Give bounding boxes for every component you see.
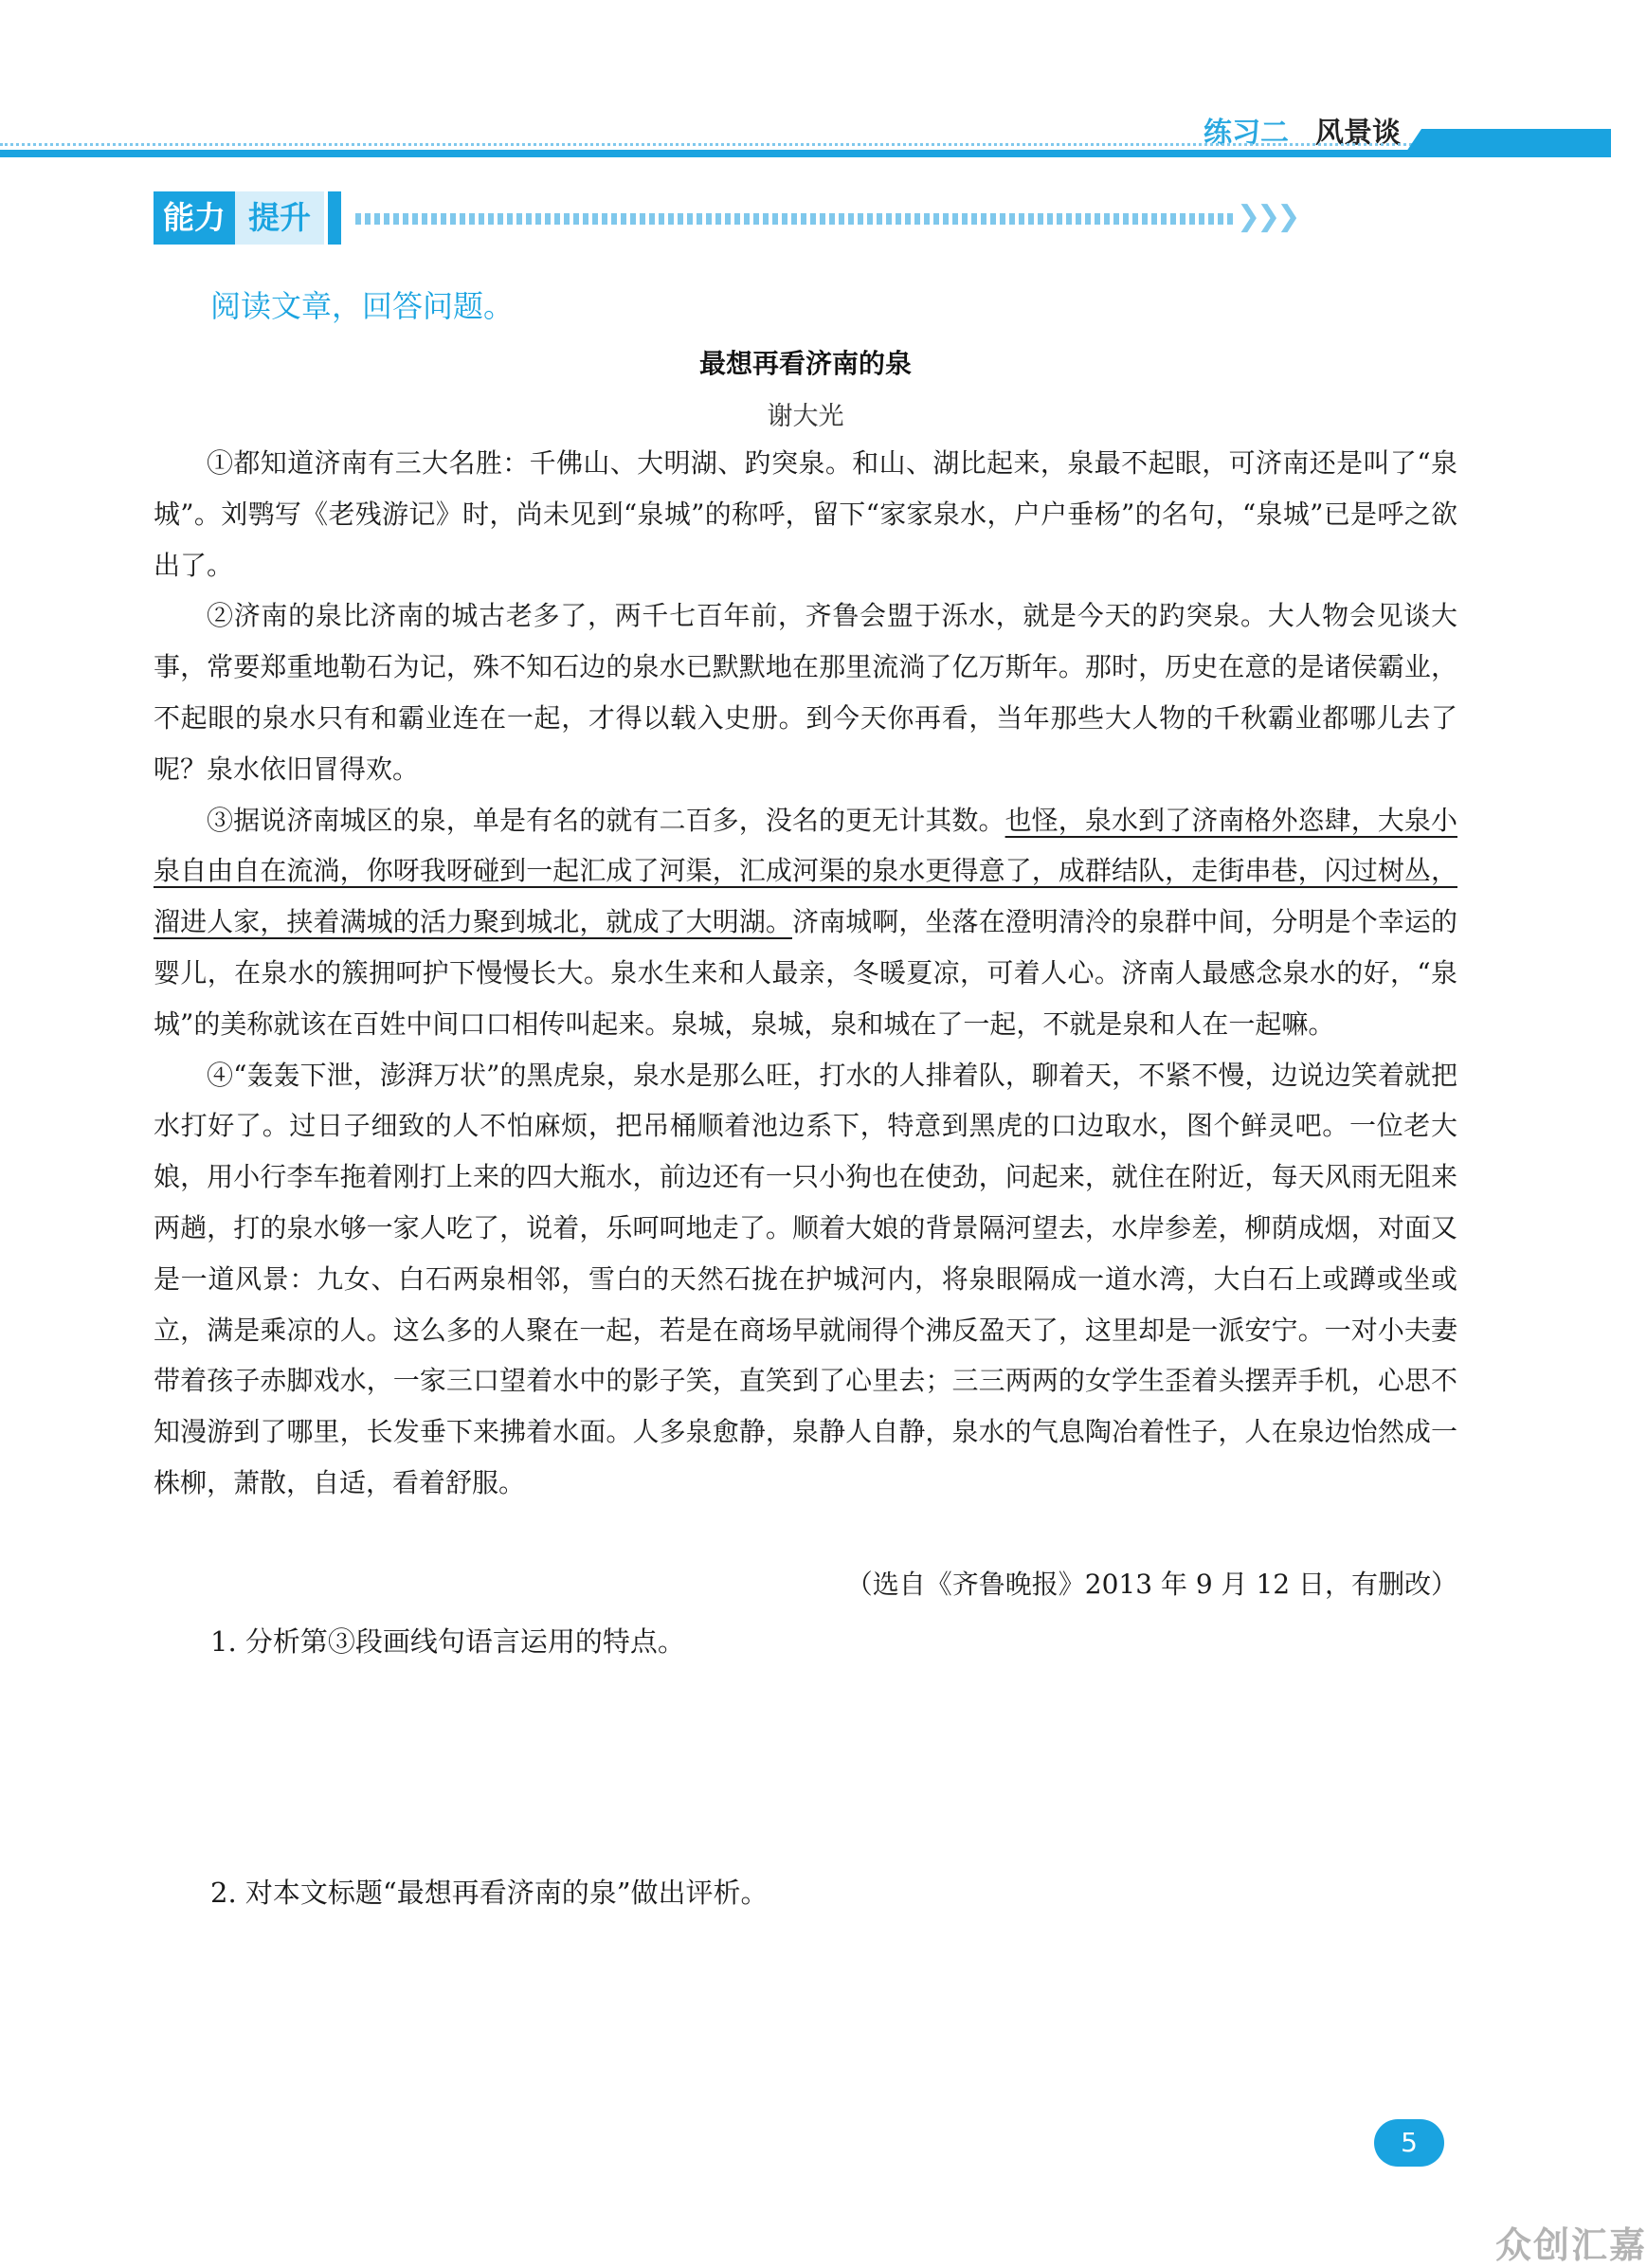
article-author: 谢大光	[767, 402, 844, 431]
article-body	[154, 438, 1457, 1509]
question-1: 1. 分析第③段画线句语言运用的特点。	[210, 1625, 685, 1658]
article-source: （选自《齐鲁晚报》2013 年 9 月 12 日，有删改）	[845, 1569, 1457, 1600]
paragraph-3-lead: ③据说济南城区的泉，单是有名的就有二百多，没名的更无计其数。	[207, 804, 1005, 836]
instruction: 阅读文章，回答问题。	[210, 288, 515, 324]
section-badge	[154, 191, 341, 245]
paragraph-3-tail: 济南城啊，坐落在澄明清泠的泉群中间，分明是个幸运的婴儿，在泉水的簇拥呵护下慢慢长大。泉水生来和人最亲，冬暖夏凉，可着人心。济南人最感念泉水的好，“泉城”的美称就该在百姓中间口口相传叫起来。泉城，泉城，泉和城在了一起，不就是泉和人在一起嘛。	[154, 906, 1457, 1040]
badge-part1: 能力	[154, 191, 235, 245]
header-lesson-name: 风景谈	[1315, 117, 1401, 150]
badge-dotted-line	[355, 213, 1237, 225]
header-unit: 练习二	[1204, 117, 1289, 150]
header-rule	[0, 150, 1611, 157]
running-header	[1204, 109, 1401, 150]
header-dotted-rule	[0, 143, 1412, 146]
badge-part2: 提升	[235, 191, 324, 245]
paragraph-4: ④“轰轰下泄，澎湃万状”的黑虎泉，泉水是那么旺，打水的人排着队，聊着天，不紧不慢，边说边笑着就把水打好了。过日子细致的人不怕麻烦，把吊桶顺着池边系下，特意到黑虎的口边取水，图个鲜灵吧。一位老大娘，用小行李车拖着刚打上来的四大瓶水，前边还有一只小狗也在使劲，问起来，就住在附近，每天风雨无阻来两趟，打的泉水够一家人吃了，说着，乐呵呵地走了。顺着大娘的背景隔河望去，水岸参差，柳荫成烟，对面又是一道风景：九女、白石两泉相邻，雪白的天然石拢在护城河内，将泉眼隔成一道水湾，大白石上或蹲或坐或立，满是乘凉的人。这么多的人聚在一起，若是在商场早就闹得个沸反盈天了，这里却是一派安宁。一对小夫妻带着孩子赤脚戏水，一家三口望着水中的影子笑，直笑到了心里去；三三两两的女学生歪着头摆弄手机，心思不知漫游到了哪里，长发垂下来拂着水面。人多泉愈静，泉静人自静，泉水的气息陶冶着性子，人在泉边怡然成一株柳，萧散，自适，看着舒服。	[154, 1059, 1457, 1498]
paragraph-1: ①都知道济南有三大名胜：千佛山、大明湖、趵突泉。和山、湖比起来，泉最不起眼，可济南还是叫了“泉城”。刘鹗写《老残游记》时，尚未见到“泉城”的称呼，留下“家家泉水，户户垂杨”的名句，“泉城”已是呼之欲出了。	[154, 447, 1457, 581]
article-title: 最想再看济南的泉	[698, 348, 912, 379]
paragraph-3	[154, 795, 1457, 1050]
underlined-sentence: 也怪，泉水到了济南格外恣肆，大泉小泉自由自在流淌，你呀我呀碰到一起汇成了河渠，汇成河渠的泉水更得意了，成群结队，走街串巷，闪过树丛，溜进人家，挟着满城的活力聚到城北，就成了大明湖。	[154, 804, 1457, 938]
watermark: 众创汇嘉	[1495, 2224, 1647, 2266]
chevron-right-icon: ❯❯❯	[1237, 200, 1297, 233]
badge-end-block	[328, 191, 341, 245]
question-2: 2. 对本文标题“最想再看济南的泉”做出评析。	[210, 1877, 769, 1909]
paragraph-2: ②济南的泉比济南的城古老多了，两千七百年前，齐鲁会盟于泺水，就是今天的趵突泉。大人物会见谈大事，常要郑重地勒石为记，殊不知石边的泉水已默默地在那里流淌了亿万斯年。那时，历史在意的是诸侯霸业，不起眼的泉水只有和霸业连在一起，才得以载入史册。到今天你再看，当年那些大人物的千秋霸业都哪儿去了呢？泉水依旧冒得欢。	[154, 600, 1457, 785]
page-number: 5	[1374, 2119, 1444, 2167]
